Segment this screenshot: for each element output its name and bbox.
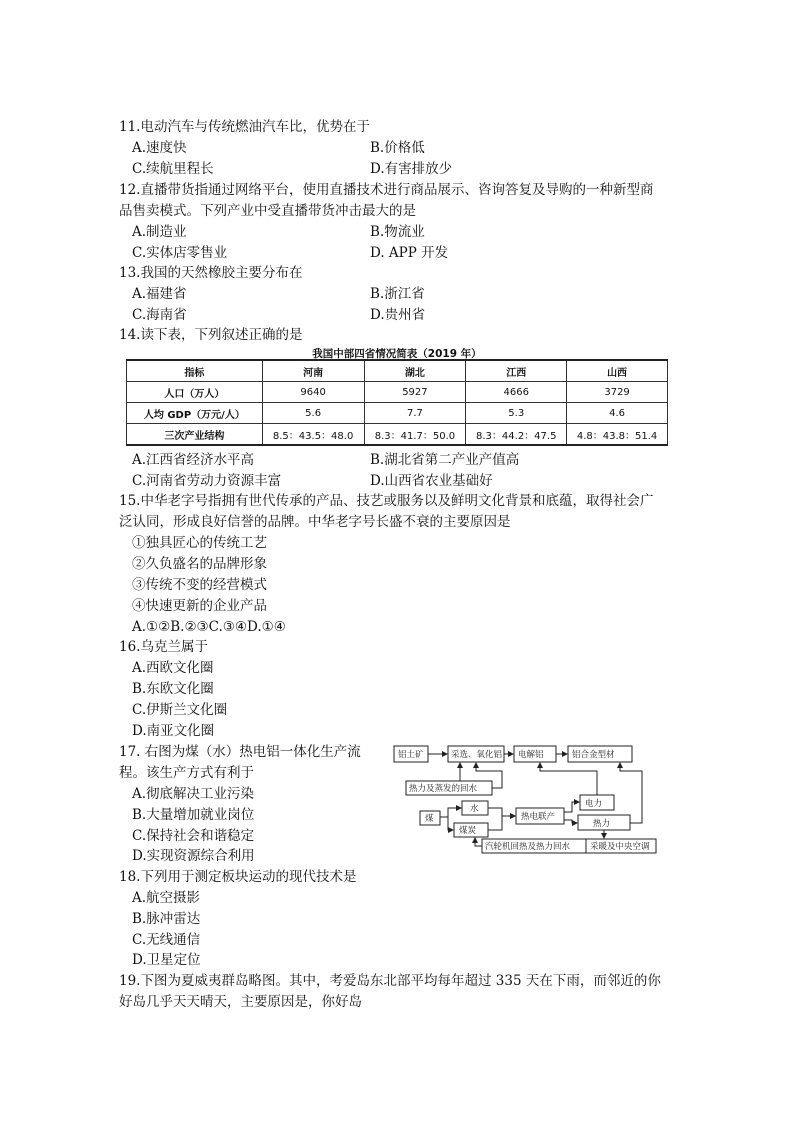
q15-stem-line2: 泛认同，形成良好信誉的品牌。中华老字号长盛不衰的主要原因是 [119,514,511,530]
label-alloy: 铝合金型材 [572,750,615,760]
q12-option-a: A.制造业 [132,224,187,240]
q17-stem-line1: 17. 右图为煤（水）热电铝一体化生产流 [119,744,361,760]
q16-option-d: D.南亚文化圈 [132,723,215,739]
table-cell: 3729 [567,382,668,403]
table-cell: 5.6 [262,403,364,424]
q12-stem-line2: 品售卖模式。下列产业中受直播带货冲击最大的是 [119,203,416,219]
label-coal-powder: 煤炭 [459,826,477,836]
table-cell: 5.3 [466,403,567,424]
q18-option-b: B.脉冲雷达 [132,911,201,927]
q17-option-d: D.实现资源综合利用 [132,848,255,864]
q13-option-c: C.海南省 [132,307,187,323]
table-header-row [127,360,668,382]
q12-option-b: B.物流业 [370,224,425,240]
table-cell: 8.3：44.2：47.5 [466,424,567,446]
q15-statement-3: ③传统不变的经营模式 [132,577,267,593]
q13-option-a: A.福建省 [132,286,187,302]
q11-option-a: A.速度快 [132,140,187,156]
q11-stem: 11.电动汽车与传统燃油汽车比，优势在于 [119,119,370,135]
table-header-cell: 湖北 [364,360,466,382]
q12-option-c: C.实体店零售业 [132,245,228,261]
q14-stem: 14.读下表，下列叙述正确的是 [119,327,303,343]
q18-option-c: C.无线通信 [132,932,201,948]
table-row [127,403,668,424]
q17-stem-line2: 程。该生产方式有利于 [119,765,254,781]
table-row [127,424,668,446]
q16-option-c: C.伊斯兰文化圈 [132,702,228,718]
table-cell: 人口（万人） [127,382,263,403]
q15-statement-2: ②久负盛名的品牌形象 [132,556,267,572]
q17-option-c: C.保持社会和谐稳定 [132,828,255,844]
label-electrolysis: 电解铝 [518,750,544,760]
table-cell: 7.7 [364,403,466,424]
table-cell: 8.3：41.7：50.0 [364,424,466,446]
q12-option-d: D. APP 开发 [370,245,449,261]
label-alumina: 采选、氧化铝 [451,750,503,760]
q16-option-a: A.西欧文化圈 [132,660,214,676]
q14-data-table [126,359,668,446]
table-cell: 三次产业结构 [127,424,263,446]
q18-option-d: D.卫星定位 [132,952,201,968]
q13-stem: 13.我国的天然橡胶主要分布在 [119,265,303,281]
label-chp: 热电联产 [521,812,556,822]
table-cell: 8.5：43.5：48.0 [262,424,364,446]
table-header-cell: 江西 [466,360,567,382]
q11-option-b: B.价格低 [370,140,425,156]
table-row [127,382,668,403]
table-header-cell: 河南 [262,360,364,382]
table-cell: 9640 [262,382,364,403]
production-flow-diagram [390,741,662,859]
label-heat: 热力 [593,819,611,829]
q15-stem-line1: 15.中华老字号指拥有世代传承的产品、技艺或服务以及鲜明文化背景和底蕴，取得社会广 [119,493,654,509]
q12-stem-line1: 12.直播带货指通过网络平台，使用直播技术进行商品展示、咨询答复及导购的一种新型商 [119,182,654,198]
q15-statement-4: ④快速更新的企业产品 [132,598,267,614]
table-header-cell: 指标 [127,360,263,382]
table-cell: 4.6 [567,403,668,424]
label-turbine-recovery: 汽轮机回热及热力回水 [485,842,571,852]
q18-stem: 18.下列用于测定板块运动的现代技术是 [119,869,357,885]
label-water: 水 [470,804,479,814]
table-cell: 4.8：43.8：51.4 [567,424,668,446]
q11-option-d: D.有害排放少 [370,161,453,177]
label-power: 电力 [585,799,603,809]
q14-option-c: C.河南省劳动力资源丰富 [132,473,282,489]
q19-stem-line1: 19.下图为夏威夷群岛略图。其中，考爱岛东北部平均每年超过 335 天在下雨，而邻近的你 [119,973,661,989]
label-coal: 煤 [425,814,434,824]
q18-option-a: A.航空摄影 [132,890,201,906]
table-cell: 人均 GDP（万元/人） [127,403,263,424]
q13-option-d: D.贵州省 [370,307,426,323]
q15-statement-1: ①独具匠心的传统工艺 [132,535,267,551]
q17-option-b: B.大量增加就业岗位 [132,807,255,823]
label-heating: 采暖及中央空调 [590,842,650,852]
q14-option-b: B.湖北省第二产业产值高 [370,452,520,468]
table-cell: 4666 [466,382,567,403]
q14-table-title: 我国中部四省情况简表（2019 年） [312,348,482,360]
label-steam-recovery: 热力及蒸发的回水 [409,784,478,794]
q16-option-b: B.东欧文化圈 [132,681,214,697]
q13-option-b: B.浙江省 [370,286,425,302]
q19-stem-line2: 好岛几乎天天晴天，主要原因是，你好岛 [119,994,362,1010]
table-header-cell: 山西 [567,360,668,382]
q16-stem: 16.乌克兰属于 [119,639,208,655]
q11-option-c: C.续航里程长 [132,161,214,177]
q17-option-a: A.彻底解决工业污染 [132,786,255,802]
q14-option-a: A.江西省经济水平高 [132,452,255,468]
table-cell: 5927 [364,382,466,403]
q15-options: A.①②B.②③C.③④D.①④ [132,619,286,635]
label-bauxite: 铝土矿 [398,750,424,760]
q14-option-d: D.山西省农业基础好 [370,473,493,489]
